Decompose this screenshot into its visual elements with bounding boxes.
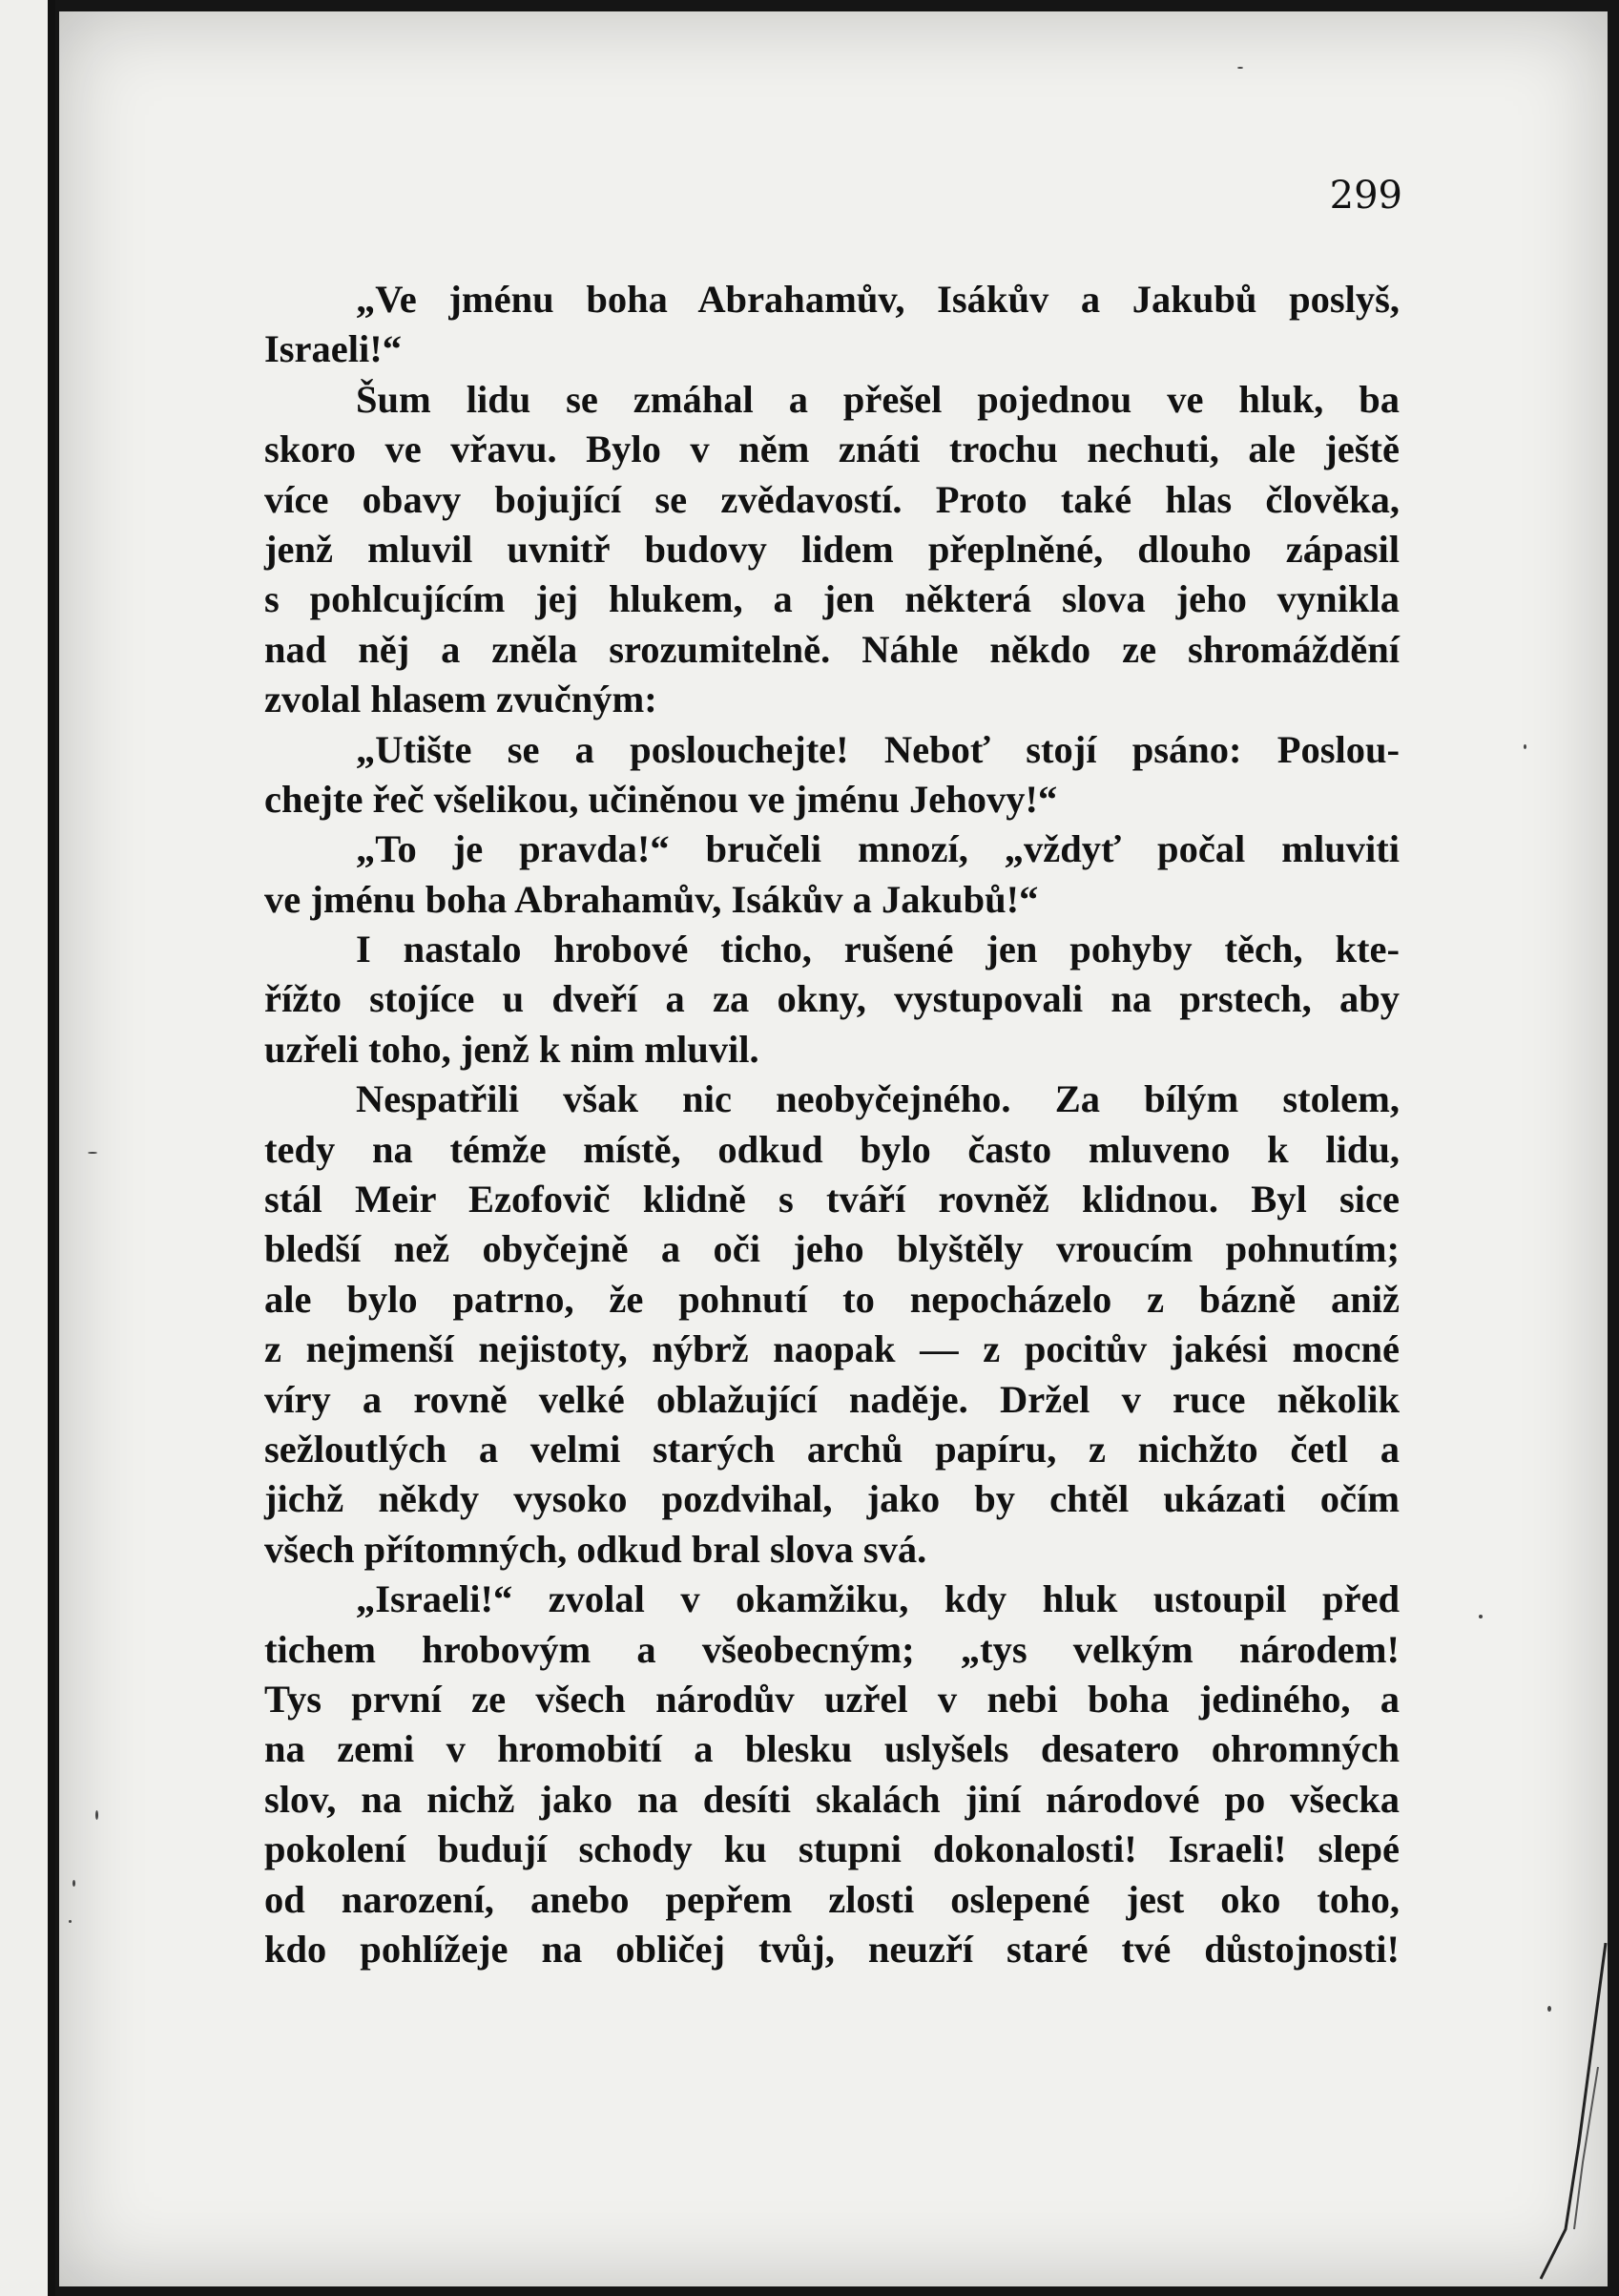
text-line: I nastalo hrobové ticho, rušené jen pohyby těch, kte- bbox=[356, 928, 1400, 971]
text-line: ale bylo patrno, že pohnutí to nepocházelo z bázně aniž bbox=[264, 1277, 1400, 1321]
scan-speck bbox=[1524, 744, 1526, 749]
scan-speck bbox=[95, 1810, 98, 1820]
text-line: skoro ve vřavu. Bylo v něm znáti trochu nechuti, ale ještě bbox=[264, 428, 1400, 471]
text-line: kdo pohlížeje na obličej tvůj, neuzří staré tvé důstojnosti! bbox=[264, 1927, 1400, 1971]
text-line: od narození, anebo pepřem zlosti oslepené jest oko toho, bbox=[264, 1877, 1400, 1921]
paragraph bbox=[264, 1575, 1400, 1974]
paragraph bbox=[264, 1075, 1400, 1575]
text-line: s pohlcujícím jej hlukem, a jen některá slova jeho vynikla bbox=[264, 577, 1400, 621]
scan-speck bbox=[69, 1920, 72, 1923]
paragraph bbox=[264, 925, 1400, 1075]
scan-speck bbox=[88, 1152, 97, 1154]
text-line: z nejmenší nejistoty, nýbrž naopak — z pocitův jakési mocné bbox=[264, 1327, 1400, 1371]
scan-speck bbox=[1237, 67, 1243, 69]
text-line: „Utište se a poslouchejte! Neboť stojí psáno: Poslou- bbox=[356, 727, 1400, 771]
page-corner-crease bbox=[1484, 1943, 1608, 2286]
text-line: jichž někdy vysoko pozdvihal, jako by chtěl ukázati očím bbox=[264, 1477, 1400, 1521]
text-line: více obavy bojující se zvědavostí. Proto také hlas člověka, bbox=[264, 477, 1400, 521]
text-line: sežloutlých a velmi starých archů papíru, z nichžto četl a bbox=[264, 1427, 1400, 1471]
body-text bbox=[264, 275, 1400, 1974]
text-line: chejte řeč všelikou, učiněnou ve jménu Jehovy!“ bbox=[264, 777, 1058, 821]
text-line: na zemi v hromobití a blesku uslyšels desatero ohromných bbox=[264, 1727, 1400, 1771]
text-line: „Israeli!“ zvolal v okamžiku, kdy hluk ustoupil před bbox=[356, 1577, 1400, 1621]
text-line: víry a rovně velké oblažující naděje. Držel v ruce několik bbox=[264, 1377, 1400, 1421]
paragraph bbox=[264, 824, 1400, 925]
text-line: uzřeli toho, jenž k nim mluvil. bbox=[264, 1027, 759, 1071]
scan-speck bbox=[73, 1880, 75, 1887]
text-line: všech přítomných, odkud bral slova svá. bbox=[264, 1527, 927, 1571]
text-line: tichem hrobovým a všeobecným; „tys velkým národem! bbox=[264, 1627, 1400, 1671]
text-line: nad něj a zněla srozumitelně. Náhle někdo ze shromáždění bbox=[264, 627, 1400, 671]
text-line: bledší než obyčejně a oči jeho blyštěly vroucím pohnutím; bbox=[264, 1227, 1400, 1271]
paragraph bbox=[264, 275, 1400, 375]
text-line: slov, na nichž jako na desíti skalách jiní národové po všecka bbox=[264, 1777, 1400, 1821]
scan-speck bbox=[1479, 1615, 1483, 1618]
text-line: Israeli!“ bbox=[264, 327, 402, 371]
text-line: zvolal hlasem zvučným: bbox=[264, 678, 657, 721]
facing-page-edge bbox=[0, 0, 55, 2296]
text-line: pokolení budují schody ku stupni dokonalosti! Israeli! slepé bbox=[264, 1827, 1400, 1871]
text-line: „To je pravda!“ bručeli mnozí, „vždyť počal mluviti bbox=[356, 827, 1400, 871]
text-line: řížto stojíce u dveří a za okny, vystupovali na prstech, aby bbox=[264, 977, 1400, 1021]
page-number: 299 bbox=[1329, 174, 1402, 218]
text-line: Tys první ze všech národův uzřel v nebi boha jediného, a bbox=[264, 1677, 1400, 1721]
text-line: tedy na témže místě, odkud bylo často mluveno k lidu, bbox=[264, 1127, 1400, 1171]
paragraph bbox=[264, 725, 1400, 825]
text-line: jenž mluvil uvnitř budovy lidem přeplněné, dlouho zápasil bbox=[264, 527, 1400, 571]
text-line: „Ve jménu boha Abrahamův, Isákův a Jakubů poslyš, bbox=[356, 278, 1400, 321]
text-line: stál Meir Ezofovič klidně s tváří rovněž klidnou. Byl sice bbox=[264, 1178, 1400, 1221]
paragraph bbox=[264, 375, 1400, 725]
text-line: Nespatřili však nic neobyčejného. Za bílým stolem, bbox=[356, 1077, 1400, 1121]
text-line: ve jménu boha Abrahamův, Isákův a Jakubů!“ bbox=[264, 877, 1039, 921]
text-line: Šum lidu se zmáhal a přešel pojednou ve hluk, ba bbox=[356, 377, 1400, 421]
